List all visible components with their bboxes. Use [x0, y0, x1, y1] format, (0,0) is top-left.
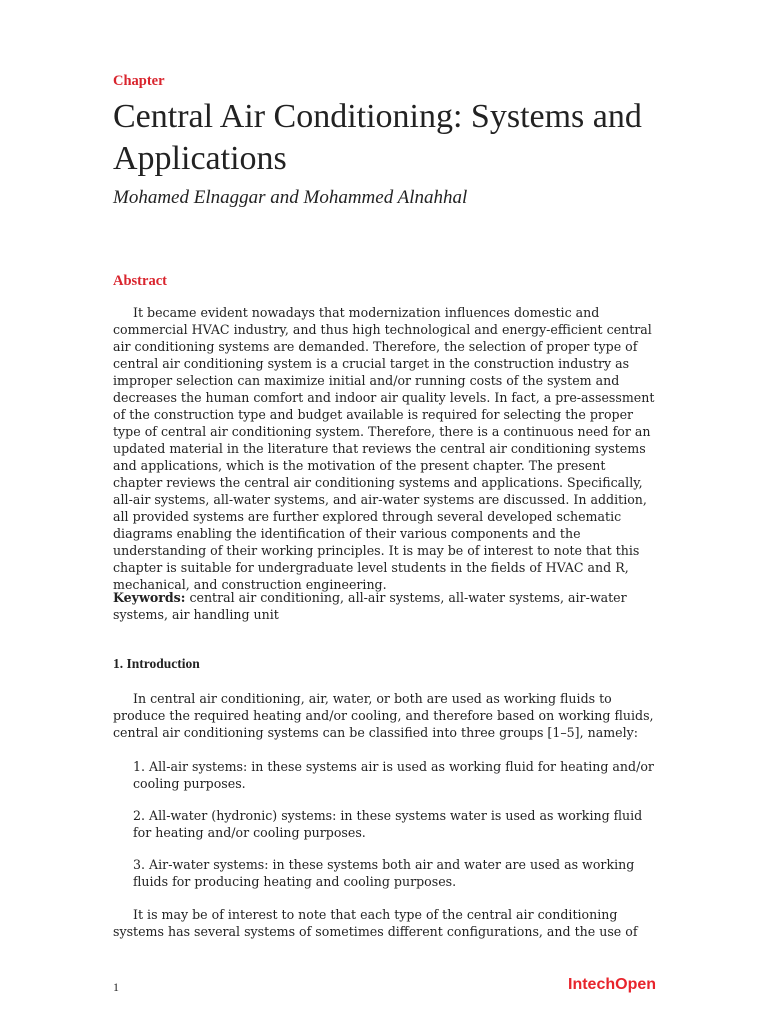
- list-item-text: All-air systems: in these systems air is used as working fluid for heating and/or cooling purposes.: [133, 759, 654, 791]
- list-item-text: Air-water systems: in these systems both air and water are used as working fluids for producing heating and cooling purposes.: [133, 857, 635, 889]
- chapter-title: Central Air Conditioning: Systems and Applications: [113, 98, 642, 177]
- chapter-label: Chapter: [113, 73, 165, 89]
- keywords-text: central air conditioning, all-air systems, all-water systems, air-water systems, air handling unit: [113, 590, 627, 622]
- abstract-heading: Abstract: [113, 273, 167, 289]
- closing-paragraph: It is may be of interest to note that each type of the central air conditioning systems has several systems of sometimes different configurations, and the use of: [113, 907, 638, 939]
- abstract-body: It became evident nowadays that modernization influences domestic and commercial HVAC industry, and thus high technological and energy-efficient central air conditioning systems are demanded. Therefore, the selection of proper type of central air conditioning system is a crucial target in the construction industry as improper selection can maximize initial and/or running costs of the system and decreases the human comfort and indoor air quality levels. In fact, a pre-assessment of the construction type and budget available is required for selecting the proper type of central air conditioning system. Therefore, there is a continuous need for an updated material in the literature that reviews the central air conditioning systems and applications, which is the motivation of the present chapter. The present chapter reviews the central air conditioning systems and applications. Specifically, all-air systems, all-water systems, and air-water systems are discussed. In addition, all provided systems are further explored through several developed schematic diagrams enabling the identification of their various components and the understanding of their working principles. It is may be of interest to note that this chapter is suitable for undergraduate level students in the fields of HVAC and R, mechanical, and construction engineering.: [113, 305, 655, 592]
- list-item-number: 1.: [133, 759, 146, 774]
- page-number: 1: [113, 980, 119, 994]
- list-item: [133, 758, 655, 792]
- keywords: [113, 589, 655, 623]
- introduction-heading: 1. Introduction: [113, 656, 200, 671]
- authors: Mohamed Elnaggar and Mohammed Alnahhal: [113, 187, 468, 208]
- list-item-number: 3.: [133, 857, 146, 872]
- list-item: [133, 807, 655, 841]
- list-item: [133, 856, 655, 890]
- list-item-text: All-water (hydronic) systems: in these systems water is used as working fluid for heating and/or cooling purposes.: [133, 808, 643, 840]
- list-item-number: 2.: [133, 808, 146, 823]
- intechopen-logo: IntechOpen: [568, 976, 657, 993]
- keywords-label: Keywords:: [113, 590, 186, 605]
- introduction-paragraph: In central air conditioning, air, water, or both are used as working fluids to produce the required heating and/or cooling, and therefore based on working fluids, central air conditioning systems can be classified into three groups [1–5], namely:: [113, 691, 654, 740]
